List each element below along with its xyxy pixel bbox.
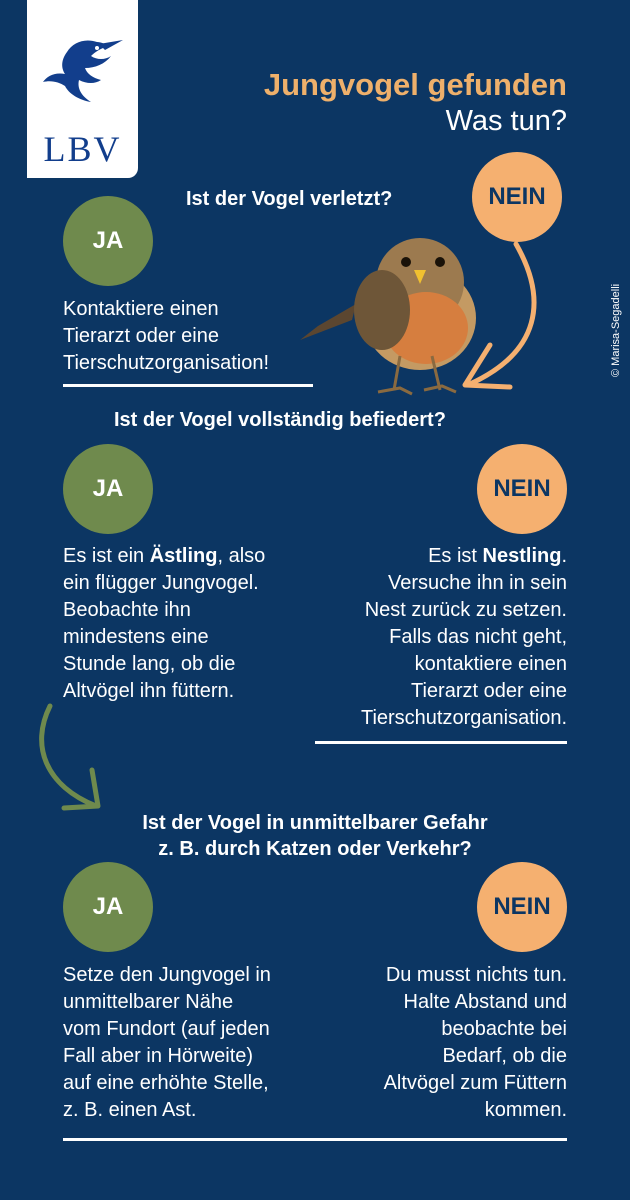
divider-2	[315, 741, 567, 744]
answer-ja-feathered	[63, 543, 323, 705]
answer-line: mindestens eine	[63, 626, 209, 648]
answer-line: z. B. einen Ast.	[63, 1099, 197, 1121]
answer-line: Es ist ein Ästling, also	[63, 545, 266, 567]
kingfisher-logo-icon	[39, 34, 127, 112]
answer-line: Altvögel zum Füttern	[383, 1072, 567, 1094]
keyword-nestling: Nestling	[482, 545, 562, 567]
divider-1	[63, 384, 313, 387]
question-line: z. B. durch Katzen oder Verkehr?	[158, 838, 472, 860]
page-subtitle: Was tun?	[445, 105, 567, 137]
answer-line: Beobachte ihn	[63, 599, 191, 621]
answer-line: Altvögel ihn füttern.	[63, 680, 235, 702]
ja-circle-3: JA	[63, 862, 153, 952]
answer-line: Stunde lang, ob die	[63, 653, 236, 675]
answer-line: unmittelbarer Nähe	[63, 991, 234, 1013]
logo-text: LBV	[43, 129, 122, 169]
divider-3	[63, 1138, 567, 1141]
answer-ja-danger	[63, 962, 333, 1124]
answer-line: Kontaktiere einen	[63, 298, 219, 320]
answer-line: Versuche ihn in sein	[387, 572, 567, 594]
ja-circle-2: JA	[63, 444, 153, 534]
question-injured: Ist der Vogel verletzt?	[186, 188, 393, 210]
nein-circle-2: NEIN	[477, 444, 567, 534]
nein-circle-1: NEIN	[472, 152, 562, 242]
question-line: Ist der Vogel in unmittelbarer Gefahr	[142, 812, 488, 834]
title-block	[264, 66, 567, 138]
answer-line: Falls das nicht geht,	[389, 626, 567, 648]
answer-line: kommen.	[484, 1099, 567, 1121]
answer-line: beobachte bei	[441, 1018, 567, 1040]
answer-line: auf eine erhöhte Stelle,	[63, 1072, 269, 1094]
answer-line: Du musst nichts tun.	[385, 964, 567, 986]
answer-line: Tierschutzorganisation.	[360, 707, 567, 729]
answer-nein-danger	[327, 962, 567, 1124]
lbv-logo	[27, 0, 138, 178]
photo-credit: © Marisa-Segadelli	[610, 283, 622, 377]
answer-line: Setze den Jungvogel in	[63, 964, 271, 986]
answer-line: vom Fundort (auf jeden	[63, 1018, 270, 1040]
curved-arrow-icon	[42, 706, 98, 808]
answer-line: Tierschutzorganisation!	[63, 352, 270, 374]
answer-line: Tierarzt oder eine	[63, 325, 219, 347]
answer-line: ein flügger Jungvogel.	[63, 572, 259, 594]
question-feathered: Ist der Vogel vollständig befiedert?	[114, 409, 446, 431]
answer-line: kontaktiere einen	[414, 653, 567, 675]
nein-circle-3: NEIN	[477, 862, 567, 952]
answer-line: Es ist Nestling.	[428, 545, 567, 567]
answer-line: Nest zurück zu setzen.	[364, 599, 567, 621]
young-bird-icon	[300, 238, 476, 394]
answer-ja-injured	[63, 296, 269, 377]
answer-nein-feathered	[287, 543, 567, 732]
question-danger	[90, 810, 540, 862]
page-title: Jungvogel gefunden	[263, 67, 567, 102]
answer-line: Fall aber in Hörweite)	[63, 1045, 254, 1067]
ja-circle-1: JA	[63, 196, 153, 286]
answer-line: Tierarzt oder eine	[411, 680, 567, 702]
answer-line: Bedarf, ob die	[442, 1045, 567, 1067]
answer-line: Halte Abstand und	[403, 991, 567, 1013]
curved-arrow-icon	[465, 244, 534, 387]
keyword-aestling: Ästling	[149, 545, 218, 567]
